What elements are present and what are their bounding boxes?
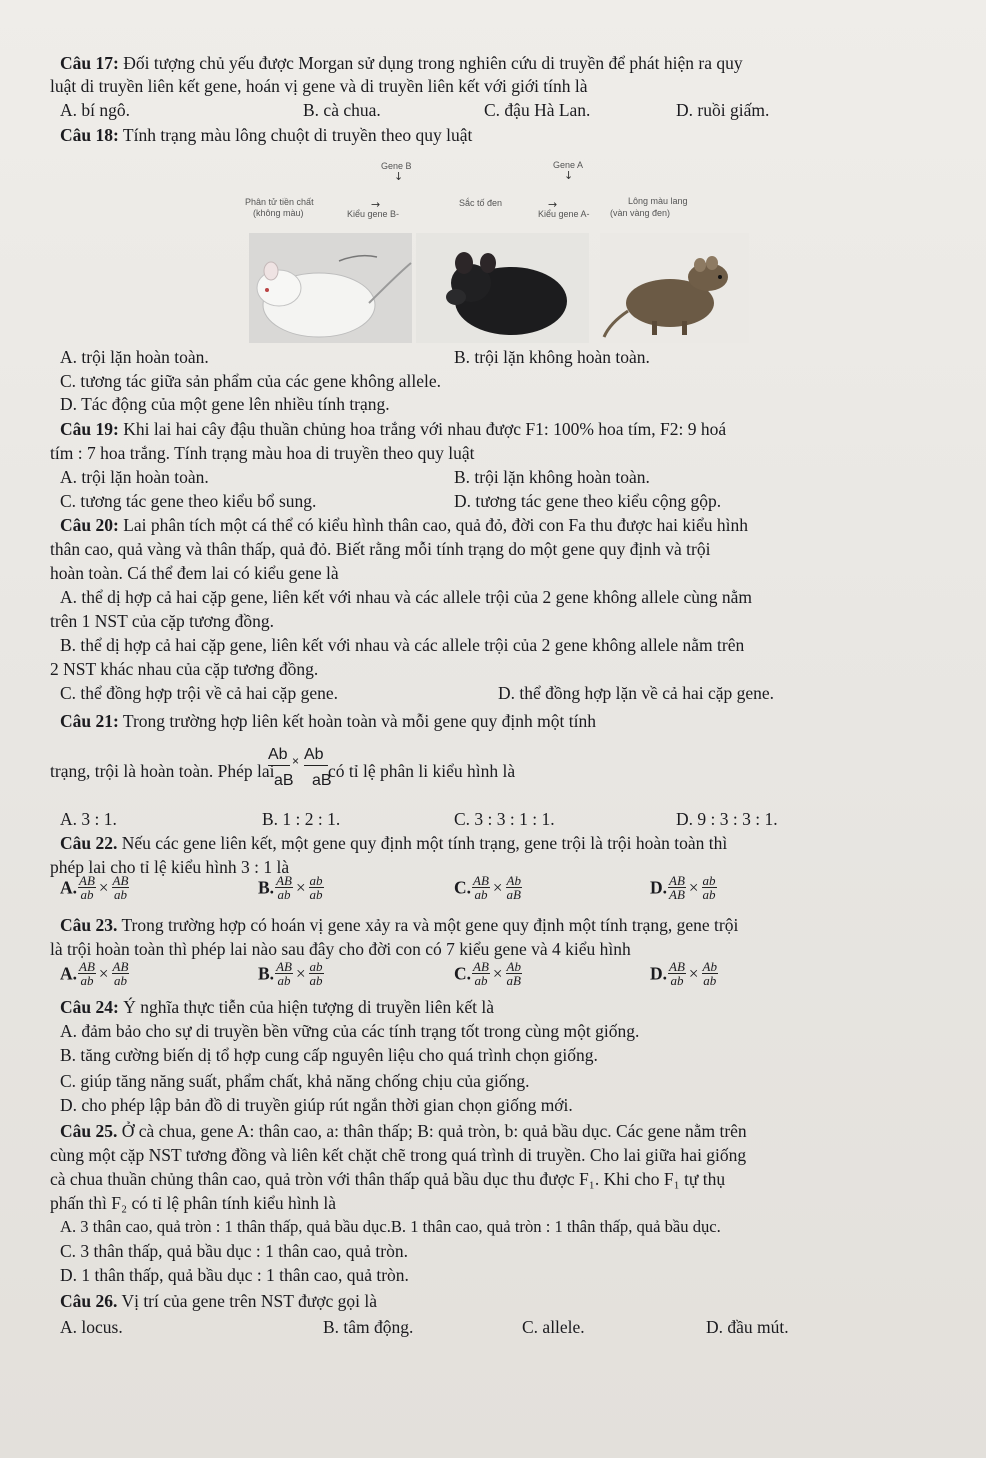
q25-stem-3: cà chua thuần chủng thân cao, quả tròn với thân thấp quả bầu dục thu được F₁. Khi cho F₁ tự thụ [50, 1169, 726, 1189]
fraction-numerator: ab [309, 873, 323, 888]
genotype-fraction [668, 960, 686, 987]
q21-stem-2-pre: trạng, trội là hoàn toàn. Phép lai [50, 761, 275, 781]
q26-stem: Câu 26. Vị trí của gene trên NST được gọi là [60, 1291, 378, 1311]
q18-option-b[interactable]: B. trội lặn không hoàn toàn. [454, 347, 650, 367]
fraction-denominator: ab [113, 887, 127, 902]
q17-option-d[interactable]: D. ruồi giấm. [676, 100, 770, 120]
option-label: B. [258, 877, 275, 898]
q21-option-b[interactable]: B. 1 : 2 : 1. [262, 809, 341, 829]
fraction-numerator: ab [309, 959, 323, 974]
q18-option-a[interactable]: A. trội lặn hoàn toàn. [60, 347, 209, 367]
q17-option-a[interactable]: A. bí ngô. [60, 100, 130, 120]
times-sign: × [295, 963, 306, 983]
fig-gene-a-label: Gene A [553, 160, 584, 170]
q21-num-2: Ab [304, 746, 324, 763]
genotype-fraction [112, 874, 130, 901]
down-arrow-icon: ↓ [394, 170, 404, 183]
fig-gene-b-label: Gene B [381, 161, 412, 171]
option-label: A. [60, 963, 78, 984]
genotype-fraction [275, 960, 293, 987]
option-label: C. [454, 963, 472, 984]
q19-option-a[interactable]: A. trội lặn hoàn toàn. [60, 467, 209, 487]
q21-stem-2-post: có tỉ lệ phân li kiểu hình là [328, 761, 516, 781]
fraction-numerator: AB [79, 873, 95, 888]
fraction-numerator: AB [473, 959, 489, 974]
fraction-numerator: Ab [506, 873, 521, 888]
black-mouse-image [416, 233, 589, 343]
fig-agouti-sub: (vàn vàng đen) [610, 208, 671, 218]
q26-option-c[interactable]: C. allele. [522, 1317, 585, 1337]
q25-option-d[interactable]: D. 1 thân thấp, quả bầu dục : 1 thân cao, quả tròn. [60, 1265, 409, 1285]
fraction-denominator: ab [670, 973, 684, 988]
q23-option-b[interactable] [258, 960, 325, 987]
fraction-denominator: AB [669, 887, 685, 902]
genotype-fraction [506, 874, 522, 901]
fraction-denominator: ab [80, 973, 94, 988]
q18-stem: Câu 18: Tính trạng màu lông chuột di truyền theo quy luật [60, 125, 473, 145]
fraction-denominator: ab [703, 973, 717, 988]
fraction-denominator: ab [474, 973, 488, 988]
fraction-numerator: Ab [506, 959, 521, 974]
times-sign: × [688, 963, 699, 983]
q21-stem-1: Câu 21: Trong trường hợp liên kết hoàn toàn và mỗi gene quy định một tính [60, 711, 596, 731]
q21-option-a[interactable]: A. 3 : 1. [60, 809, 117, 829]
q22-option-b[interactable] [258, 874, 325, 901]
fraction-denominator: ab [474, 887, 488, 902]
times-sign: × [295, 877, 306, 897]
q21-den-1: aB [274, 772, 294, 789]
q21-times: × [292, 754, 300, 768]
times-sign: × [98, 877, 109, 897]
q25-option-a-b[interactable]: A. 3 thân cao, quả tròn : 1 thân thấp, quả bầu dục.B. 1 thân cao, quả tròn : 1 thân thấp, quả bầu dục. [60, 1217, 721, 1236]
fraction-denominator: ab [277, 973, 291, 988]
q17-number: Câu 17: [60, 53, 119, 73]
q23-stem-2: là trội hoàn toàn thì phép lai nào sau đây cho đời con có 7 kiểu gene và 4 kiểu hình [50, 939, 631, 959]
q19-option-d[interactable]: D. tương tác gene theo kiểu cộng gộp. [454, 491, 722, 511]
q25-option-c[interactable]: C. 3 thân thấp, quả bầu dục : 1 thân cao, quả tròn. [60, 1241, 408, 1261]
fig-precursor-label: Phân tử tiền chất [245, 197, 314, 207]
q23-option-c[interactable] [454, 960, 523, 987]
q20-stem-2: thân cao, quả vàng và thân thấp, quả đỏ. Biết rằng mỗi tính trạng do một gene quy định và trội [50, 539, 711, 559]
genotype-fraction [309, 960, 324, 987]
q22-stem-2: phép lai cho tỉ lệ kiểu hình 3 : 1 là [50, 857, 290, 877]
white-mouse-image [249, 233, 412, 343]
genotype-fraction [472, 874, 490, 901]
fig-black-pigment: Sắc tố đen [459, 198, 503, 208]
fraction-numerator: AB [79, 959, 95, 974]
option-label: D. [650, 877, 668, 898]
q21-den-2: aB [312, 772, 332, 789]
q21-num-1: Ab [268, 746, 288, 763]
q20-stem-3: hoàn toàn. Cá thể đem lai có kiểu gene là [50, 563, 339, 583]
fraction-denominator: ab [309, 887, 323, 902]
q17-option-b[interactable]: B. cà chua. [303, 100, 381, 120]
fig-agouti-label: Lông màu lang [628, 196, 688, 206]
q20-option-b-cont: 2 NST khác nhau của cặp tương đồng. [50, 659, 319, 679]
q17-option-c[interactable]: C. đậu Hà Lan. [484, 100, 591, 120]
fraction-numerator: AB [112, 959, 129, 974]
q24-stem: Câu 24: Ý nghĩa thực tiễn của hiện tượng di truyền liên kết là [60, 997, 495, 1017]
q24-option-d[interactable]: D. cho phép lập bản đồ di truyền giúp rút ngắn thời gian chọn giống mới. [60, 1095, 573, 1115]
q24-option-a[interactable]: A. đảm bảo cho sự di truyền bền vững của các tính trạng tốt trong cùng một giống. [60, 1021, 640, 1041]
fraction-denominator: ab [309, 973, 323, 988]
fig-precursor-sub: (không màu) [253, 208, 304, 218]
fraction-denominator: ab [80, 887, 94, 902]
fraction-denominator: ab [113, 973, 127, 988]
option-label: B. [258, 963, 275, 984]
fraction-bar [304, 765, 328, 766]
genotype-fraction [506, 960, 522, 987]
q21-option-d[interactable]: D. 9 : 3 : 3 : 1. [676, 809, 778, 829]
fraction-numerator: AB [276, 873, 292, 888]
q20-stem-1: Câu 20: Lai phân tích một cá thể có kiểu hình thân cao, quả đỏ, đời con Fa thu được hai kiểu hình [60, 515, 748, 535]
right-arrow-icon: → [548, 198, 558, 211]
q26-option-b[interactable]: B. tâm động. [323, 1317, 414, 1337]
q20-option-b[interactable]: B. thể dị hợp cả hai cặp gene, liên kết với nhau và các allele trội của 2 gene không allele nằm trên [60, 635, 745, 655]
times-sign: × [492, 963, 503, 983]
times-sign: × [98, 963, 109, 983]
fraction-numerator: AB [669, 873, 685, 888]
fraction-numerator: Ab [702, 959, 717, 974]
q17-stem-2: luật di truyền liên kết gene, hoán vị gene và di truyền liên kết với giới tính là [50, 76, 588, 96]
q22-option-c[interactable] [454, 874, 523, 901]
q25-stem-4: phấn thì F₂ có tỉ lệ phân tính kiểu hình là [50, 1193, 337, 1213]
q23-option-a[interactable] [60, 960, 130, 987]
genotype-fraction [78, 960, 96, 987]
q19-option-b[interactable]: B. trội lặn không hoàn toàn. [454, 467, 650, 487]
fraction-numerator: AB [669, 959, 685, 974]
fraction-numerator: AB [112, 873, 129, 888]
genotype-fraction [702, 874, 717, 901]
fraction-numerator: AB [473, 873, 489, 888]
times-sign: × [492, 877, 503, 897]
fraction-bar [268, 765, 290, 766]
genotype-fraction [78, 874, 96, 901]
fraction-denominator: ab [702, 887, 716, 902]
q23-stem-1: Câu 23. Trong trường hợp có hoán vị gene xảy ra và một gene quy định một tính trạng, gene trội [60, 915, 739, 935]
genotype-fraction [668, 874, 686, 901]
q19-option-c[interactable]: C. tương tác gene theo kiểu bổ sung. [60, 491, 317, 511]
fraction-denominator: aB [506, 973, 521, 988]
q22-option-a[interactable] [60, 874, 130, 901]
option-label: A. [60, 877, 78, 898]
q18-option-d[interactable]: D. Tác động của một gene lên nhiều tính trạng. [60, 394, 390, 414]
fraction-numerator: ab [702, 873, 716, 888]
q25-stem-1: Câu 25. Ở cà chua, gene A: thân cao, a: thân thấp; B: quả tròn, b: quả bầu dục. Các gene nằm trên [60, 1121, 747, 1141]
q19-stem-1: Câu 19: Khi lai hai cây đậu thuần chủng hoa trắng với nhau được F1: 100% hoa tím, F2: 9 hoá [60, 419, 727, 439]
agouti-mouse-image [600, 233, 749, 343]
q22-option-d[interactable] [650, 874, 718, 901]
q20-option-a-cont: trên 1 NST của cặp tương đồng. [50, 611, 274, 631]
q21-option-c[interactable]: C. 3 : 3 : 1 : 1. [454, 809, 555, 829]
option-label: D. [650, 963, 668, 984]
q20-option-d[interactable]: D. thể đồng hợp lặn về cả hai cặp gene. [498, 683, 775, 703]
q26-option-a[interactable]: A. locus. [60, 1317, 123, 1337]
genotype-fraction [472, 960, 490, 987]
q20-option-c[interactable]: C. thể đồng hợp trội về cả hai cặp gene. [60, 683, 338, 703]
q24-option-b[interactable]: B. tăng cường biến dị tổ hợp cung cấp nguyên liệu cho quá trình chọn giống. [60, 1045, 598, 1065]
q25-stem-2: cùng một cặp NST tương đồng và liên kết chặt chẽ trong quá trình di truyền. Cho lai giữa hai giống [50, 1145, 747, 1165]
q23-option-d[interactable] [650, 960, 719, 987]
genotype-fraction [275, 874, 293, 901]
q19-stem-2: tím : 7 hoa trắng. Tính trạng màu hoa di truyền theo quy luật [50, 443, 475, 463]
q22-stem-1: Câu 22. Nếu các gene liên kết, một gene quy định một tính trạng, gene trội là trội hoàn toàn thì [60, 833, 728, 853]
times-sign: × [688, 877, 699, 897]
down-arrow-icon: ↓ [564, 169, 574, 182]
genotype-fraction [309, 874, 324, 901]
option-label: C. [454, 877, 472, 898]
fig-genotype-a: Kiểu gene A- [538, 209, 590, 219]
fig-genotype-b: Kiểu gene B- [347, 209, 400, 219]
genotype-fraction [112, 960, 130, 987]
q20-option-a[interactable]: A. thể dị hợp cả hai cặp gene, liên kết với nhau và các allele trội của 2 gene không allele cùng nằm [60, 587, 752, 607]
fraction-denominator: ab [277, 887, 291, 902]
q24-option-c[interactable]: C. giúp tăng năng suất, phẩm chất, khả năng chống chịu của giống. [60, 1071, 530, 1091]
fraction-denominator: aB [506, 887, 521, 902]
right-arrow-icon: → [371, 198, 381, 211]
genotype-fraction [702, 960, 718, 987]
fraction-numerator: AB [276, 959, 292, 974]
q17-stem-1: Câu 17: Đối tượng chủ yếu được Morgan sử dụng trong nghiên cứu di truyền để phát hiện ra quy [60, 53, 743, 73]
q18-option-c[interactable]: C. tương tác giữa sản phẩm của các gene không allele. [60, 371, 442, 391]
q26-option-d[interactable]: D. đầu mút. [706, 1317, 789, 1337]
